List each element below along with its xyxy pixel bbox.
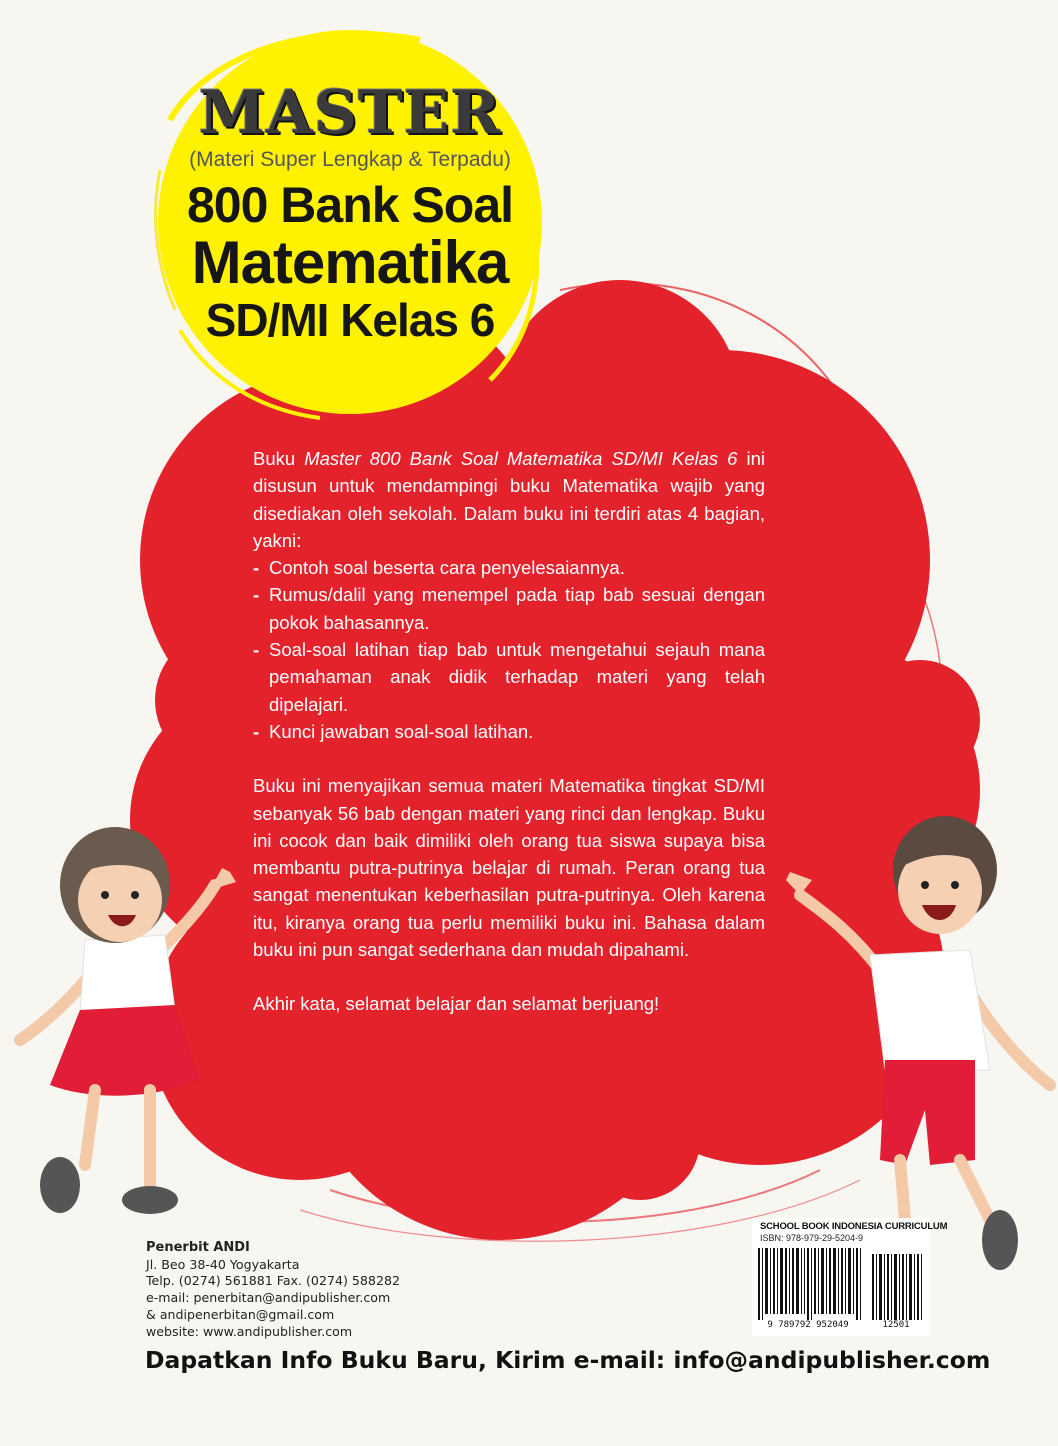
publisher-phone: Telp. (0274) 561881 Fax. (0274) 588282	[146, 1273, 400, 1289]
intro-prefix: Buku	[253, 448, 305, 469]
bullet-dash: -	[253, 639, 260, 661]
intro-book-title: Master 800 Bank Soal Matematika SD/MI Kelas 6	[304, 448, 738, 469]
list-item: - Rumus/dalil yang menempel pada tiap bab sesuai dengan pokok bahasannya.	[253, 581, 765, 636]
list-item: - Kunci jawaban soal-soal latihan.	[253, 718, 765, 745]
cover-title-block	[180, 80, 520, 346]
book-description	[253, 445, 765, 1018]
title-line-2: Matematika	[191, 229, 509, 296]
bullet-dash: -	[253, 584, 260, 606]
footer-info: Dapatkan Info Buku Baru, Kirim e-mail: info@andipublisher.com	[145, 1346, 991, 1374]
publisher-website: website: www.andipublisher.com	[146, 1323, 353, 1339]
publisher-address: Jl. Beo 38-40 Yogyakarta	[146, 1256, 300, 1272]
barcode-addon: 12501	[882, 1320, 910, 1330]
series-subtitle: (Materi Super Lengkap & Terpadu)	[189, 148, 511, 171]
curriculum-label: SCHOOL BOOK INDONESIA CURRICULUM	[760, 1221, 948, 1232]
isbn-label: ISBN: 978-979-29-5204-9	[760, 1233, 864, 1243]
barcode-number: 9 789792 952049	[767, 1320, 849, 1330]
title-line-3: SD/MI Kelas 6	[205, 294, 495, 346]
bullet-dash: -	[253, 720, 260, 742]
series-title: MASTER	[198, 78, 502, 148]
publisher-email: e-mail: penerbitan@andipublisher.com	[146, 1290, 391, 1306]
list-item: - Contoh soal beserta cara penyelesaiannya.	[253, 554, 765, 581]
bullet-dash: -	[253, 557, 260, 579]
intro-paragraph	[253, 445, 765, 554]
intro-rest: ini disusun untuk mendampingi buku Matematika wajib yang disediakan oleh sekolah. Dalam buku ini terdiri atas 4 bagian, yakni:	[253, 448, 765, 551]
publisher-name: Penerbit ANDI	[146, 1240, 250, 1255]
closing-paragraph: Akhir kata, selamat belajar dan selamat berjuang!	[253, 993, 660, 1015]
barcode-box	[752, 1218, 948, 1336]
main-paragraph: Buku ini menyajikan semua materi Matematika tingkat SD/MI sebanyak 56 bab dengan materi yang rinci dan lengkap. Buku ini cocok dan baik dimiliki oleh orang tua siswa supaya bisa membantu putra-putrinya belajar di rumah. Peran orang tua sangat menentukan keberhasilan putra-putrinya. Oleh karena itu, kiranya orang tua perlu memiliki buku ini. Bahasa dalam buku ini pun sangat sederhana dan mudah dipahami.	[253, 775, 765, 961]
contents-list	[253, 554, 765, 745]
title-line-1: 800 Bank Soal	[186, 177, 514, 233]
publisher-email-alt: & andipenerbitan@gmail.com	[146, 1306, 335, 1322]
publisher-info	[146, 1240, 466, 1340]
list-item: - Soal-soal latihan tiap bab untuk mengetahui sejauh mana pemahaman anak didik terhadap materi yang telah dipelajari.	[253, 636, 765, 718]
barcode-icon	[756, 1248, 928, 1320]
